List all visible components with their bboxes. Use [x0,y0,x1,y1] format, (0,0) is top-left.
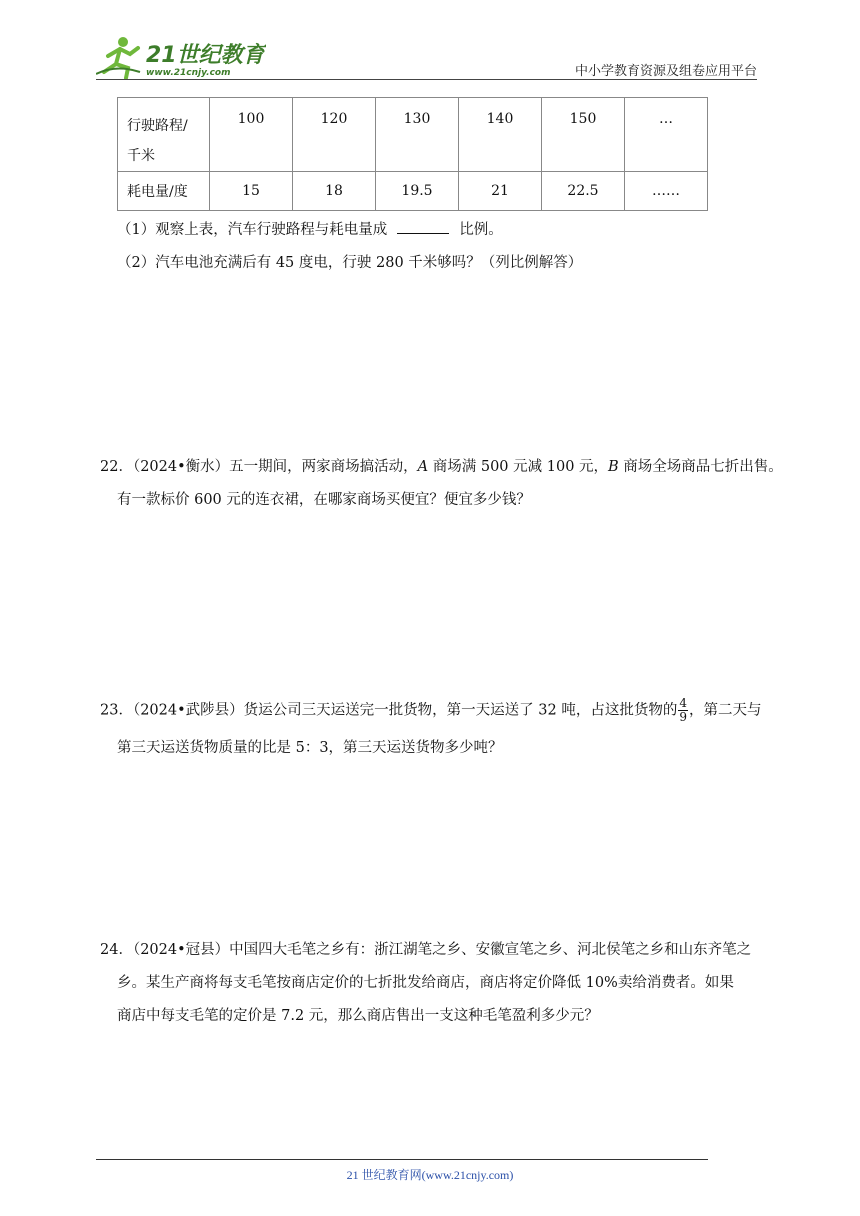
table-row [118,98,708,172]
table-cell: 19.5 [376,172,459,211]
header-divider [96,79,757,80]
table-cell: 130 [376,98,459,172]
row-header-energy: 耗电量/度 [118,172,210,211]
q22-line1: 22．（2024•衡水）五一期间，两家商场搞活动，A 商场满 500 元减 100 元，B 商场全场商品七折出售。 [100,459,783,475]
brand-logo [96,34,266,80]
fraction-four-ninths: $\frac{4}{9}$ [679,696,687,724]
footer-site[interactable]: 21 世纪教育网(www.21cnjy.com) [346,1168,514,1182]
q24-line1: 24．（2024•冠县）中国四大毛笔之乡有：浙江湖笔之乡、安徽宣笔之乡、河北侯笔之乡和山东齐笔之 [100,942,752,958]
q21-part2: （2）汽车电池充满后有 45 度电，行驶 280 千米够吗？（列比例解答） [117,255,583,271]
logo-text: 21世纪教育 [146,43,265,68]
runner-icon [96,37,140,78]
table-cell: 150 [542,98,625,172]
table-cell: 22.5 [542,172,625,211]
table-cell: 15 [210,172,293,211]
row-header-distance: 行驶路程/ 千米 [118,98,210,172]
q23-line1: 23．（2024•武陟县）货运公司三天运送完一批货物，第一天运送了 32 吨，占这批货物的 $\frac{4}{9}$ ，第二天与 [100,696,762,724]
logo-url: www.21cnjy.com [146,68,231,78]
table-cell: … [625,98,708,172]
table-cell: 120 [293,98,376,172]
q24-line2: 乡。某生产商将每支毛笔按商店定价的七折批发给商店，商店将定价降低 10%卖给消费者。如果 [117,975,734,991]
table-cell: 21 [459,172,542,211]
table-cell: …… [625,172,708,211]
footer-divider [96,1159,708,1160]
platform-name: 中小学教育资源及组卷应用平台 [574,64,757,79]
q23-line2: 第三天运送货物质量的比是 5：3，第三天运送货物多少吨？ [117,740,503,756]
table-row [118,172,708,211]
q21-part1: （1）观察上表，汽车行驶路程与耗电量成 比例。 [117,222,503,238]
q22-line2: 有一款标价 600 元的连衣裙，在哪家商场买便宜？便宜多少钱？ [117,492,531,508]
q24-line3: 商店中每支毛笔的定价是 7.2 元，那么商店售出一支这种毛笔盈利多少元？ [117,1008,599,1024]
table-cell: 100 [210,98,293,172]
distance-energy-table [117,97,708,211]
answer-blank[interactable] [397,221,449,234]
table-cell: 140 [459,98,542,172]
table-cell: 18 [293,172,376,211]
